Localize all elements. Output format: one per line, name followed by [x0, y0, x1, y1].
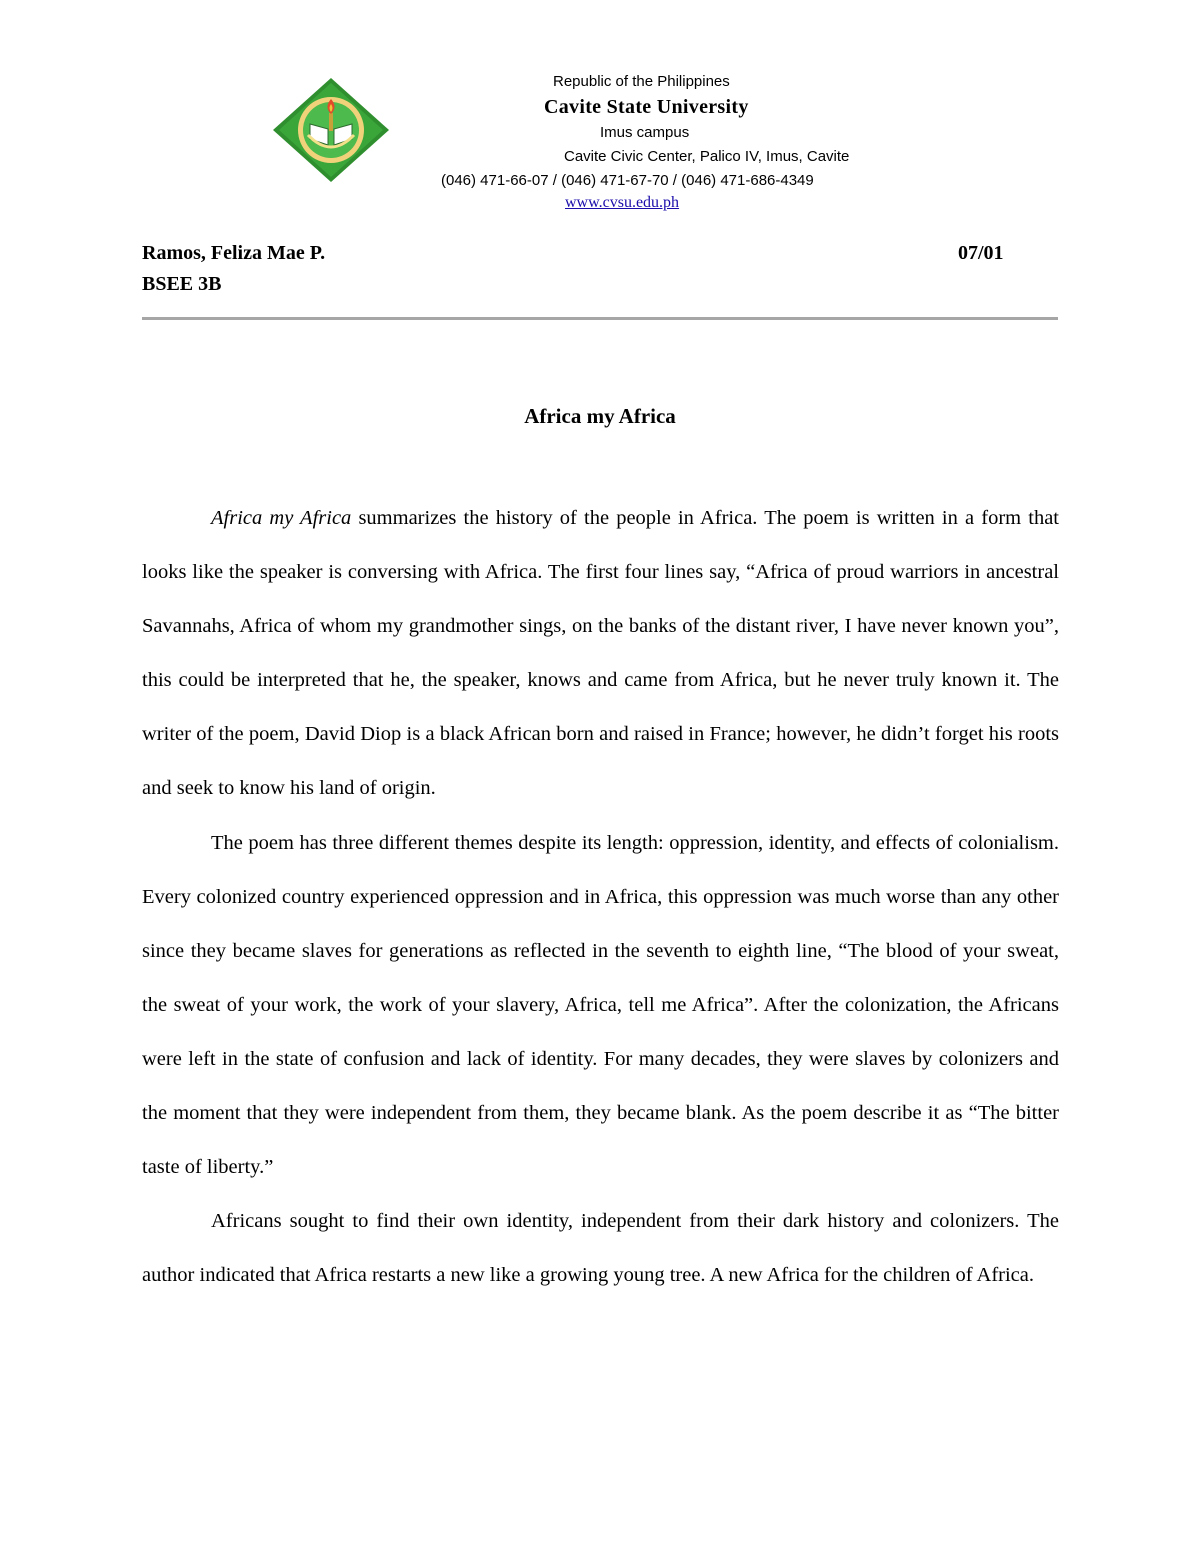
- university-seal-icon: [272, 77, 390, 183]
- essay-body: [142, 491, 1059, 1302]
- paragraph-1: [142, 491, 1059, 816]
- republic-label: Republic of the Philippines: [553, 73, 730, 90]
- document-date: 07/01: [958, 242, 1004, 264]
- poem-title-italic: Africa my Africa: [211, 507, 352, 529]
- paragraph-2: The poem has three different themes despite its length: oppression, identity, and effects of colonialism. Every colonized country experienced oppression and in Africa, this oppression was much worse than any other since they became slaves for generations as reflected in the seventh to eighth line, “The blood of your sweat, the sweat of your work, the work of your slavery, Africa, tell me Africa”. After the colonization, the Africans were left in the state of confusion and lack of identity. For many decades, they were slaves by colonizers and the moment that they were independent from them, they became blank. As the poem describe it as “The bitter taste of liberty.”: [142, 831, 1059, 1179]
- address-label: Cavite Civic Center, Palico IV, Imus, Cavite: [564, 148, 850, 165]
- phone-numbers: (046) 471-66-07 / (046) 471-67-70 / (046) 471-686-4349: [441, 172, 814, 189]
- student-section: BSEE 3B: [142, 273, 222, 295]
- student-name: Ramos, Feliza Mae P.: [142, 242, 326, 264]
- website-link[interactable]: www.cvsu.edu.ph: [565, 194, 680, 211]
- header-divider: [142, 317, 1058, 320]
- paragraph-3: Africans sought to find their own identity, independent from their dark history and colonizers. The author indicated that Africa restarts a new like a growing young tree. A new Africa for the children of Africa.: [142, 1210, 1059, 1287]
- essay-title: Africa my Africa: [524, 404, 676, 428]
- university-name: Cavite State University: [544, 96, 749, 118]
- paragraph-1-text: summarizes the history of the people in Africa. The poem is written in a form that looks like the speaker is conversing with Africa. The first four lines say, “Africa of proud warriors in ancestral Savannahs, Africa of whom my grandmother sings, on the banks of the distant river, I have never known you”, this could be interpreted that he, the speaker, knows and came from Africa, but he never truly known it. The writer of the poem, David Diop is a black African born and raised in France; however, he didn’t forget his roots and seek to know his land of origin.: [142, 507, 1059, 800]
- campus-label: Imus campus: [600, 124, 690, 141]
